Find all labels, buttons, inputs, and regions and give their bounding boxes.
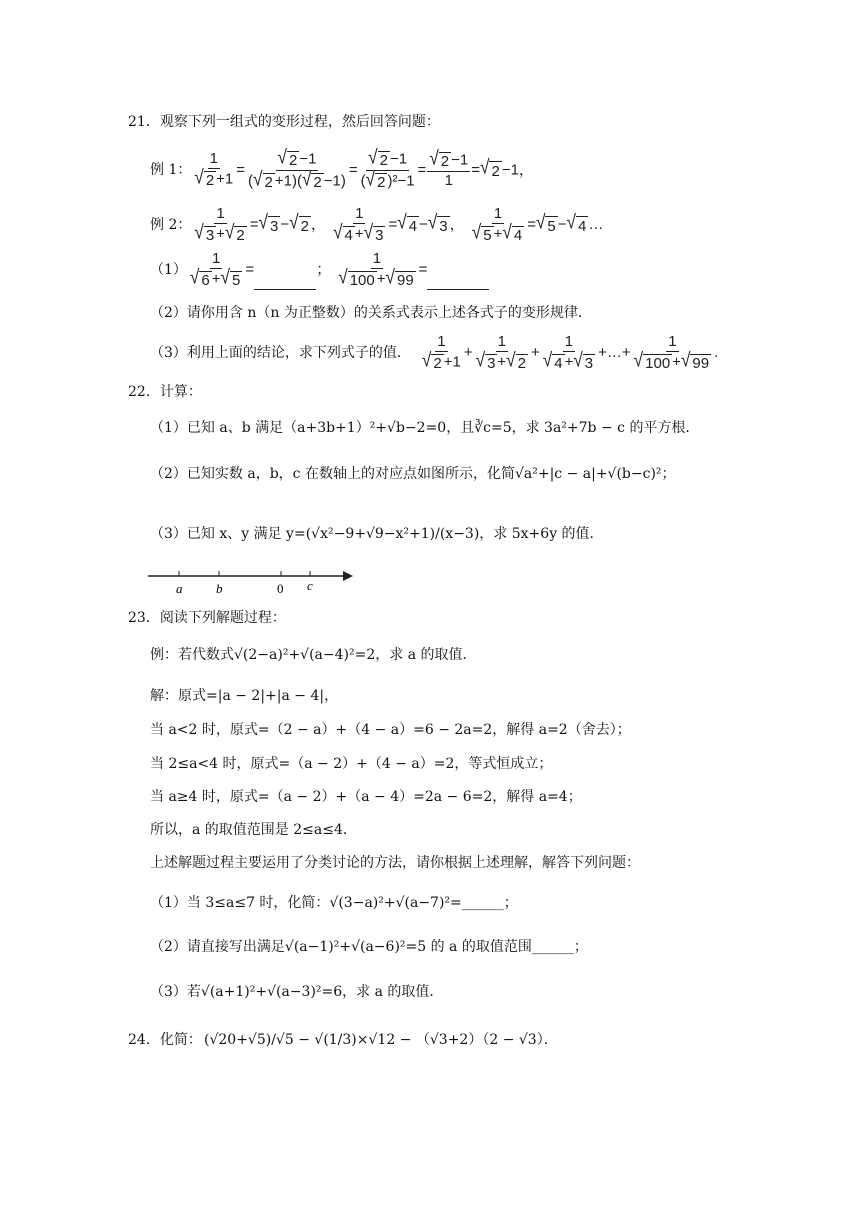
part-3-sum: 1 √ 2 +1 + 1 √ 3 + √ 2 + 1 √ 4 + √ 3 +…+ 1 √ 100 + √ 99 . — [421, 333, 719, 372]
q23-solution-3: 当 2≤a<4 时，原式=（a − 2）+（4 − a）=2，等式恒成立； — [150, 756, 553, 772]
q23-title: 23．阅读下列解题过程： — [128, 610, 286, 626]
q23-solution-2: 当 a<2 时，原式=（2 − a）+（4 − a）=6 − 2a=2，解得 a=2（舍去）； — [150, 722, 631, 738]
answer-blank — [254, 275, 316, 290]
answer-blank — [427, 275, 489, 290]
q22-part-2: （2）已知实数 a，b，c 在数轴上的对应点如图所示，化简√a²+|c − a|+√(b−c)²； — [150, 466, 676, 482]
q23-intro: 上述解题过程主要运用了分类讨论的方法，请你根据上述理解，解答下列问题： — [150, 855, 640, 871]
label-c: c — [307, 578, 313, 593]
q23-solution-5: 所以，a 的取值范围是 2≤a≤4． — [150, 822, 357, 838]
example-2-label: 例 2： — [150, 217, 192, 233]
number-line-arrow — [343, 571, 353, 581]
q24-title: 24．化简： — [128, 1032, 202, 1048]
example-2-formula: 1 √ 3 + √ 2 = √ 3 − √ 2 ， 1 √ 4 + √ 3 = √ 4 − √ 3 ， 1 √ 5 + √ 4 = √ 5 − √ 4 … — [194, 205, 604, 244]
q23-part-3: （3）若√(a+1)²+√(a−3)²=6，求 a 的取值． — [150, 984, 444, 1000]
example-1-formula: 1 √ 2 +1 = √ 2 −1 ( √ 2 +1)( √ 2 −1) = √ 2 −1 ( √ 2 )²−1 = √ 2 −1 1 = √ 2 −1， — [194, 144, 534, 191]
label-0: 0 — [277, 581, 284, 596]
q21-title: 21．观察下列一组式的变形过程，然后回答问题： — [128, 114, 440, 130]
label-a: a — [176, 581, 183, 596]
example-1-label: 例 1： — [150, 162, 192, 178]
part-1-formula: 1 √ 6 + √ 5 = ； 1 √ 100 + √ 99 = — [187, 250, 490, 290]
number-line — [145, 566, 360, 598]
q23-solution-1: 解：原式=|a − 2|+|a − 4|， — [150, 688, 339, 704]
q21-part-3: （3）利用上面的结论，求下列式子的值． 1 √ 2 +1 + 1 √ 3 + √ 2 + 1 √ 4 + √ 3 +…+ 1 √ 100 + √ 99 . — [150, 333, 719, 372]
q21-example-1 — [150, 144, 534, 191]
q23-solution-4: 当 a≥4 时，原式=（a − 2）+（a − 4）=2a − 6=2，解得 a=4； — [150, 789, 582, 805]
label-b: b — [216, 581, 223, 596]
q23-part-1: （1）当 3≤a≤7 时，化简：√(3−a)²+√(a−7)²=______； — [150, 895, 518, 911]
q22-title: 22．计算： — [128, 384, 202, 400]
q23-example: 例：若代数式√(2−a)²+√(a−4)²=2，求 a 的取值． — [150, 647, 477, 663]
q22-part-1: （1）已知 a、b 满足（a+3b+1）²+√b−2=0，且∛c=5，求 3a²+7b − c 的平方根． — [150, 420, 700, 436]
q21-part-2: （2）请你用含 n（n 为正整数）的关系式表示上述各式子的变形规律． — [150, 305, 592, 321]
q23-part-2: （2）请直接写出满足√(a−1)²+√(a−6)²=5 的 a 的取值范围______； — [150, 939, 588, 955]
q22-part-3: （3）已知 x、y 满足 y=(√x²−9+√9−x²+1)/(x−3)，求 5x+6y 的值． — [150, 526, 604, 542]
q24-expression: (√20+√5)/√5 − √(1/3)×√12 − （√3+2）（2 − √3）． — [204, 1032, 558, 1048]
q21-part-1: （1） 1 √ 6 + √ 5 = ； 1 √ 100 + √ 99 = — [150, 250, 489, 290]
q21-example-2 — [150, 205, 603, 245]
